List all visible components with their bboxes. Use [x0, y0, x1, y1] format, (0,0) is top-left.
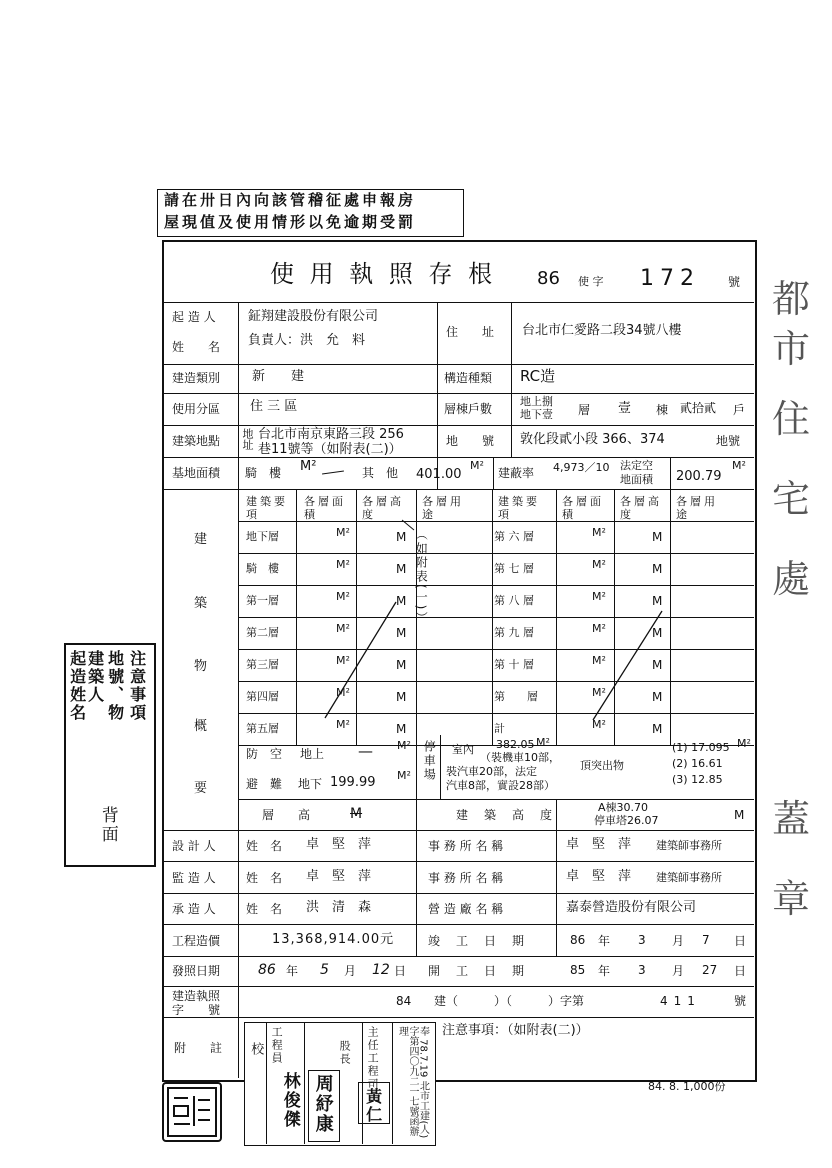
area-unit: M²: [592, 686, 606, 699]
height-unit: M: [652, 562, 663, 576]
legal-unit: M²: [732, 459, 746, 472]
side-note-line: 起造姓名: [67, 650, 87, 722]
person-office: 卓 堅 萍: [566, 837, 632, 852]
coverage-label: 建蔽率: [498, 466, 535, 480]
height-unit: M: [652, 690, 663, 704]
shelter-under-label: 地下: [298, 777, 323, 791]
floor-name-right: 第 十 層: [494, 658, 534, 671]
done-m-unit: 月: [672, 934, 685, 948]
shelter-ground-label: 地上: [300, 747, 325, 761]
height-unit: M: [396, 658, 407, 672]
type-label: 建造類別: [172, 371, 221, 385]
start-m: 3: [638, 963, 646, 977]
floor-name-left: 騎 樓: [246, 562, 279, 575]
footer-print: 84. 8. 1,000份: [648, 1080, 726, 1093]
start-m-unit: 月: [672, 964, 685, 978]
builder-label-2: 姓 名: [172, 340, 221, 354]
floor-name-left: 第五層: [246, 722, 279, 735]
area-unit: M²: [336, 622, 350, 635]
coverage-value: 4,973／10: [553, 461, 610, 474]
side-note-line: 建築人: [85, 650, 105, 704]
area-unit: M²: [592, 622, 606, 635]
builder-label-1: 起 造 人: [172, 310, 216, 324]
floor-height-label: 層 高: [262, 808, 311, 822]
parking-note-3: 汽車8部，實設28部）: [446, 779, 555, 792]
area-unit: M²: [336, 686, 350, 699]
person-name: 卓 堅 萍: [306, 869, 372, 884]
floor-name-right: 第 九 層: [494, 626, 534, 639]
other-unit: M²: [470, 459, 484, 472]
side-note-line: 地號、物: [105, 650, 125, 722]
area-unit: M²: [592, 590, 606, 603]
permit-year: 84: [396, 994, 412, 1008]
chief-label: 股長: [338, 1040, 352, 1066]
start-y-unit: 年: [598, 964, 611, 978]
area-unit: M²: [592, 718, 606, 731]
table-header: 各層高度: [620, 495, 662, 522]
issue-y-unit: 年: [286, 964, 299, 978]
form-suffix: 號: [728, 275, 741, 289]
floor-name-left: 第四層: [246, 690, 279, 703]
floors-above: 地上捌: [520, 395, 553, 408]
form-year: 86: [537, 268, 560, 289]
builder-address: 台北市仁愛路二段34號八樓: [522, 323, 682, 338]
floor-name-left: 第二層: [246, 626, 279, 639]
bldg-height-2: 停車塔26.07: [594, 814, 659, 827]
permit-number: 411: [660, 994, 701, 1008]
site-value-1: 台北市南京東路三段 256: [258, 427, 404, 442]
legal-label-2: 地面積: [620, 473, 653, 486]
indoor-unit: M²: [536, 736, 550, 749]
person-office-label: 事 務 所 名 稱: [428, 839, 504, 853]
start-d-unit: 日: [734, 964, 747, 978]
cost-value: 13,368,914.00元: [272, 932, 395, 947]
person-name: 卓 堅 萍: [306, 837, 372, 852]
other-value: 401.00: [416, 467, 462, 482]
engineer-seal: 林俊傑: [279, 1072, 300, 1129]
person-office-label: 事 務 所 名 稱: [428, 871, 504, 885]
engineer-label: 工程員: [270, 1026, 284, 1065]
zone-value: 住 三 區: [250, 399, 298, 414]
height-unit: M: [396, 594, 407, 608]
done-y-unit: 年: [598, 934, 611, 948]
done-label: 竣 工 日 期: [428, 934, 527, 948]
start-y: 85: [570, 963, 586, 977]
evac-label: 避 難: [246, 777, 283, 791]
floor-name-right: 第 七 層: [494, 562, 534, 575]
lot-value: 敦化段貳小段 366、374: [520, 432, 665, 447]
shelter-ground-unit: M²: [397, 739, 411, 752]
area-unit: M²: [336, 654, 350, 667]
table-header: 各層用途: [676, 495, 718, 522]
legal-label-1: 法定空: [620, 459, 653, 472]
permit-label-1: 建造執照: [172, 989, 221, 1003]
table-header: 各層用途: [422, 495, 464, 522]
remarks-note: 注意事項：（如附表(二)）: [442, 1023, 589, 1038]
site-prefix: 地址: [241, 428, 254, 450]
lot-label: 地 號: [446, 434, 495, 448]
struct-value: RC造: [520, 367, 556, 385]
roof-note: 頂突出物: [580, 759, 624, 772]
permit-text: 建（ ）（ ）字第: [434, 994, 585, 1008]
builder-name: 鉦翔建設股份有限公司: [248, 309, 379, 324]
floor-name-right: 第 八 層: [494, 594, 534, 607]
person-name: 洪 清 森: [306, 900, 372, 915]
bldg-height-label: 建 築 高 度: [456, 808, 555, 822]
person-office: 卓 堅 萍: [566, 869, 632, 884]
shelter-under-value: 199.99: [330, 775, 376, 790]
height-unit: M: [396, 562, 407, 576]
building-side-label: 物: [194, 659, 208, 674]
shelter-under-unit: M²: [397, 769, 411, 782]
height-unit: M: [652, 722, 663, 736]
legal-value: 200.79: [676, 469, 722, 484]
floor-name-left: 第一層: [246, 594, 279, 607]
building-side-label: 要: [194, 781, 208, 796]
start-d: 27: [702, 963, 718, 977]
person-name-label: 姓 名: [246, 902, 283, 916]
issue-m-unit: 月: [344, 964, 357, 978]
remarks-label: 附 註: [174, 1041, 223, 1055]
done-y: 86: [570, 933, 586, 947]
person-office-suffix: 建築師事務所: [656, 871, 722, 884]
height-unit: M: [652, 530, 663, 544]
shelter-label: 防 空: [246, 747, 283, 761]
right-margin-char: 蓋: [772, 797, 811, 841]
height-unit: M: [396, 690, 407, 704]
floor-name-right: 計: [494, 722, 505, 735]
lot-unit: 地號: [716, 434, 741, 448]
area-unit: M²: [592, 654, 606, 667]
site-label: 建築地點: [172, 434, 221, 448]
height-unit: M: [396, 626, 407, 640]
height-unit: M: [652, 594, 663, 608]
builder-rep: 負責人：洪 允 料: [248, 333, 366, 348]
area-unit: M²: [336, 558, 350, 571]
building-side-label: 築: [194, 596, 208, 611]
zone-label: 使用分區: [172, 402, 221, 416]
table-header: 各層高度: [362, 495, 404, 522]
floors-unit: 層: [578, 403, 591, 417]
floor-name-left: 地下層: [246, 530, 279, 543]
right-margin-char: 住: [772, 397, 811, 441]
parking-label: 停車場: [422, 740, 437, 782]
indoor-value: 382.05: [496, 738, 535, 751]
form-title: 使 用 執 照 存 根: [270, 260, 497, 288]
area-unit: M²: [592, 558, 606, 571]
form-prefix: 使 字: [578, 275, 604, 288]
arcade-value: M²: [300, 459, 317, 474]
person-role: 承 造 人: [172, 902, 216, 916]
permit-suffix: 號: [734, 994, 747, 1008]
right-margin-char: 市: [772, 327, 811, 371]
roof-1: (1) 17.095: [672, 741, 730, 754]
table-header: 各層面積: [304, 495, 346, 522]
right-margin-char: 處: [772, 557, 811, 601]
arcade-label: 騎 樓: [245, 466, 282, 480]
building-side-label: 建: [194, 532, 208, 547]
roof-3: (3) 12.85: [672, 773, 723, 786]
floors-below: 地下壹: [520, 408, 553, 421]
bldg-height-1: A棟30.70: [598, 801, 649, 814]
area-unit: M²: [336, 526, 350, 539]
table-header: 建築要項: [246, 495, 288, 522]
building-side-label: 概: [194, 719, 208, 734]
person-office-suffix: 建築師事務所: [656, 839, 722, 852]
check-label: 校: [248, 1042, 264, 1057]
permit-label-2: 字 號: [172, 1003, 221, 1017]
issue-d-unit: 日: [394, 964, 407, 978]
start-label: 開 工 日 期: [428, 964, 527, 978]
floors-units-unit: 戶: [733, 403, 746, 417]
floor-height-value: M: [350, 806, 363, 822]
floors-bldg: 壹: [618, 401, 632, 416]
bldg-height-unit: M: [734, 808, 745, 822]
floors-units: 貳拾貳: [680, 401, 717, 415]
area-unit: M²: [336, 718, 350, 731]
side-note-back: 背面: [97, 806, 118, 844]
person-name-label: 姓 名: [246, 871, 283, 885]
issue-y: 86: [258, 962, 276, 978]
leader-name: 黃仁: [363, 1088, 383, 1124]
done-d: 7: [702, 933, 710, 947]
struct-label: 構造種類: [444, 371, 493, 385]
side-note-line: 注意事項: [127, 650, 147, 722]
person-office: 嘉泰營造股份有限公司: [566, 900, 697, 915]
person-role: 設 計 人: [172, 839, 216, 853]
done-m: 3: [638, 933, 646, 947]
base-area-label: 基地面積: [172, 466, 221, 480]
issue-label: 發照日期: [172, 964, 221, 978]
use-note: （如附表(一)）: [414, 528, 429, 626]
other-label: 其 他: [362, 466, 399, 480]
height-unit: M: [652, 658, 663, 672]
height-unit: M: [652, 626, 663, 640]
floors-label: 層棟戶數: [444, 402, 493, 416]
chief-name: 周紓康: [312, 1074, 334, 1134]
site-value-2: 巷11號等（如附表(二)）: [258, 442, 402, 457]
leader-label: 主任工程司: [366, 1026, 380, 1091]
right-margin-char: 章: [772, 877, 811, 921]
floor-name-right: 第 六 層: [494, 530, 534, 543]
indoor-label: 室內: [452, 743, 474, 756]
issue-d: 12: [372, 962, 390, 978]
table-header: 各層面積: [562, 495, 604, 522]
person-name-label: 姓 名: [246, 839, 283, 853]
floors-bldg-unit: 棟: [656, 403, 669, 417]
form-number: 172: [640, 266, 700, 291]
area-unit: M²: [592, 526, 606, 539]
roof-unit: M²: [737, 737, 751, 750]
parking-note-2: 裝汽車20部，法定: [446, 765, 537, 778]
right-margin-char: 都: [772, 277, 811, 321]
area-unit: M²: [336, 590, 350, 603]
notice-line-1: 請在卅日內向該管稽征處申報房: [164, 191, 417, 209]
notice-line-2: 屋現值及使用情形以免逾期受罰: [164, 213, 417, 231]
type-value: 新 建: [252, 369, 305, 384]
right-margin-char: 宅: [772, 477, 811, 521]
parking-note-1: （裝機車10部，: [480, 751, 560, 764]
builder-addr-label: 住 址: [446, 325, 495, 339]
person-role: 監 造 人: [172, 871, 216, 885]
issue-m: 5: [320, 962, 329, 978]
shelter-ground-value: —: [358, 742, 373, 760]
ref-note: 奉 78.7.19 北市工建(人)字第四〇九二一七號函辦理: [396, 1026, 429, 1139]
height-unit: M: [396, 722, 407, 736]
done-d-unit: 日: [734, 934, 747, 948]
floor-name-right: 第 層: [494, 690, 538, 703]
table-header: 建築要項: [498, 495, 540, 522]
floor-name-left: 第三層: [246, 658, 279, 671]
height-unit: M: [396, 530, 407, 544]
person-office-label: 營 造 廠 名 稱: [428, 902, 504, 916]
cost-label: 工程造價: [172, 934, 221, 948]
roof-2: (2) 16.61: [672, 757, 723, 770]
